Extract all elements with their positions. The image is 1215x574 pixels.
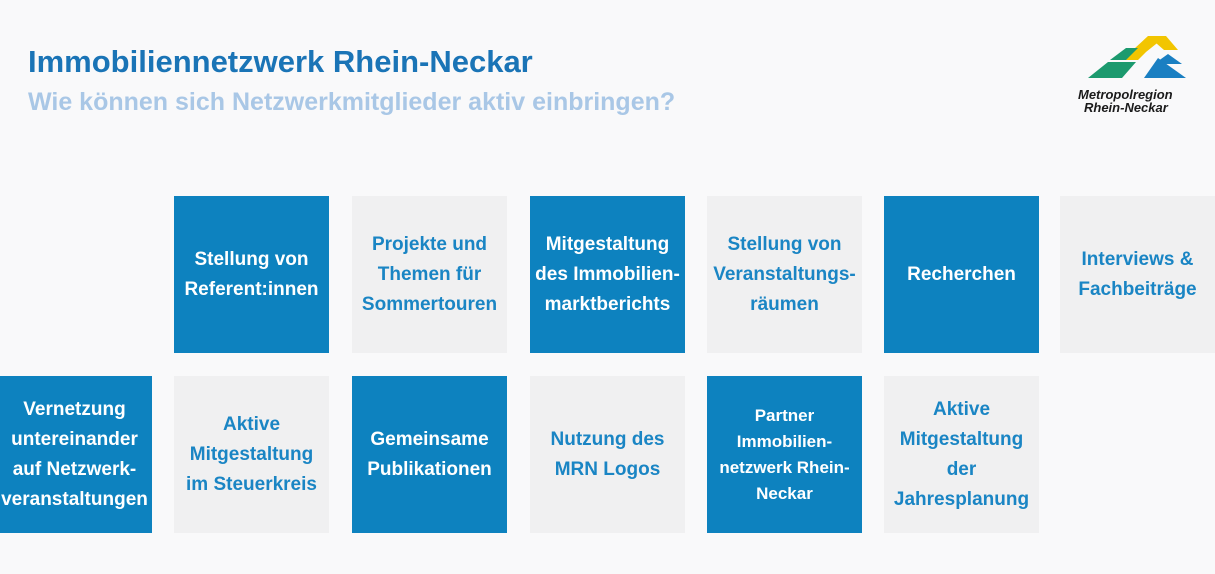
- tile-interviews: [1060, 196, 1215, 353]
- tile-line: Veranstaltungs-: [713, 263, 856, 285]
- tile-line: Stellung von: [727, 233, 842, 255]
- tile-line: auf Netzwerk-: [12, 458, 137, 480]
- tile-line: der: [946, 458, 977, 480]
- tile-line: Vernetzung: [23, 398, 126, 420]
- tile-line: im Steuerkreis: [186, 473, 317, 495]
- tile-line: Aktive: [222, 413, 281, 435]
- tile-line: untereinander: [11, 428, 138, 450]
- tile-line: MRN Logos: [554, 458, 661, 480]
- tile-partner: [707, 376, 862, 533]
- tile-line: Immobilien-: [736, 431, 833, 451]
- tile-mrn-logos: [530, 376, 685, 533]
- tile-marktbericht: [530, 196, 685, 353]
- tile-veranstaltungsraeume: [707, 196, 862, 353]
- tile-steuerkreis: [174, 376, 329, 533]
- tile-line: marktberichts: [544, 293, 671, 315]
- metropolregion-logo-icon: [1086, 34, 1186, 84]
- metropolregion-logo: [1078, 34, 1196, 120]
- page-subtitle: Wie können sich Netzwerkmitglieder aktiv einbringen?: [28, 88, 676, 116]
- tile-line: Stellung von: [194, 248, 309, 270]
- tile-line: Publikationen: [367, 458, 492, 480]
- tile-line: Projekte und: [371, 233, 488, 255]
- tile-line: Sommertouren: [361, 293, 498, 315]
- tile-line: Recherchen: [907, 263, 1016, 285]
- page-title: Immobiliennetzwerk Rhein-Neckar: [28, 44, 533, 79]
- tile-line: Neckar: [756, 483, 813, 503]
- tile-line: Interviews &: [1081, 248, 1194, 270]
- logo-line-1: Metropolregion: [1078, 87, 1173, 102]
- tile-sommertouren: [352, 196, 507, 353]
- tile-publikationen: [352, 376, 507, 533]
- tile-line: Jahresplanung: [893, 488, 1030, 510]
- tile-line: Mitgestaltung: [189, 443, 314, 465]
- tile-line: räumen: [750, 293, 819, 315]
- tile-line: Mitgestaltung: [545, 233, 670, 255]
- tile-line: Themen für: [377, 263, 482, 285]
- logo-line-2: Rhein-Neckar: [1084, 100, 1168, 115]
- tile-jahresplanung: [884, 376, 1039, 533]
- tile-line: Partner: [754, 405, 815, 425]
- tile-vernetzung: [0, 376, 152, 533]
- tile-line: Fachbeiträge: [1078, 278, 1197, 300]
- tile-line: netzwerk Rhein-: [719, 457, 850, 477]
- tile-line: Aktive: [932, 398, 991, 420]
- tile-referenten: [174, 196, 329, 353]
- tile-line: Referent:innen: [184, 278, 319, 300]
- tile-line: des Immobilien-: [535, 263, 680, 285]
- tile-line: Mitgestaltung: [899, 428, 1024, 450]
- tile-line: veranstaltungen: [1, 488, 148, 510]
- tile-recherchen: [884, 196, 1039, 353]
- tile-line: Nutzung des: [550, 428, 665, 450]
- tile-line: Gemeinsame: [370, 428, 489, 450]
